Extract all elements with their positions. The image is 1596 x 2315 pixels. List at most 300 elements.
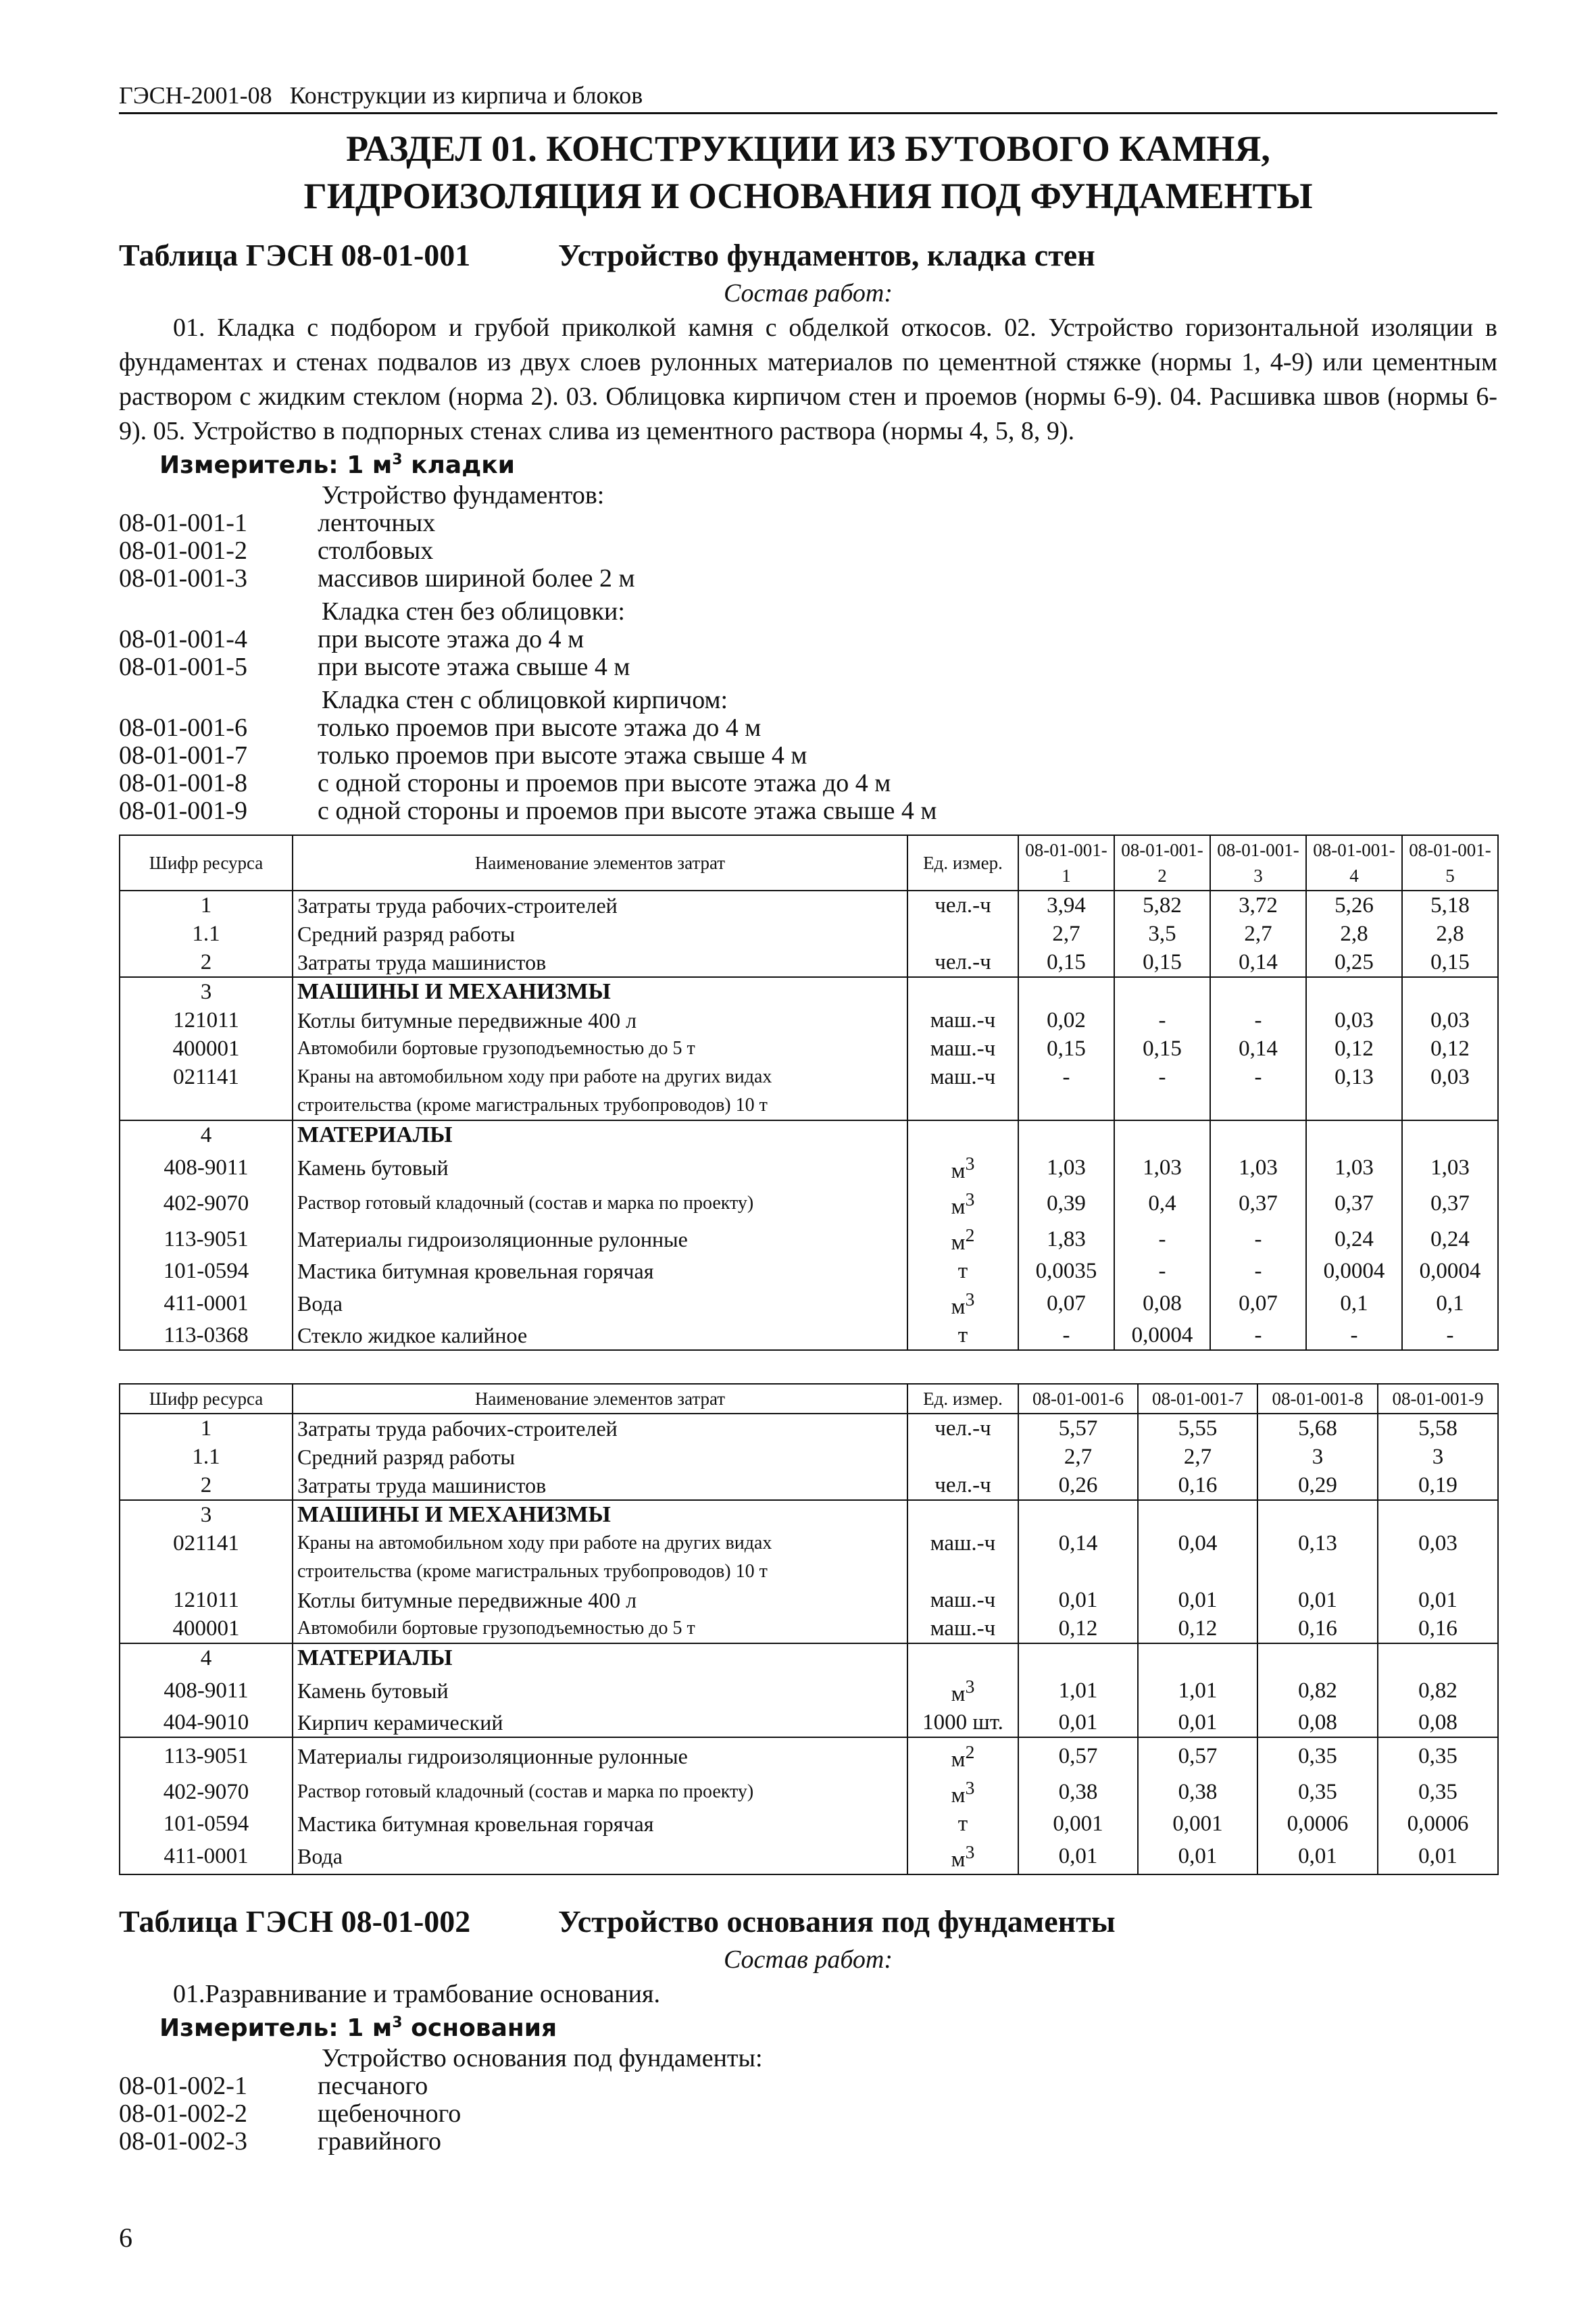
resource-code: 021141 — [120, 1529, 293, 1558]
norm-code: 08-01-002-1 — [119, 2072, 247, 2100]
resource-code: 402-9070 — [120, 1774, 293, 1810]
value-cell: 1,03 — [1114, 1149, 1210, 1185]
resource-code: 121011 — [120, 1586, 293, 1614]
value-cell: 0,03 — [1402, 1006, 1498, 1035]
value-cell: 0,14 — [1210, 948, 1306, 977]
table-row — [120, 1774, 1498, 1810]
value-cell: - — [1210, 1063, 1306, 1091]
value-cell: 2,8 — [1306, 920, 1402, 948]
norm-item — [119, 797, 1497, 825]
value-cell: 0,37 — [1306, 1185, 1402, 1221]
table-row — [120, 1529, 1498, 1558]
unit-cell — [907, 1321, 1018, 1350]
value-cell: 0,14 — [1018, 1529, 1138, 1558]
norm-code: 08-01-001-1 — [119, 509, 247, 537]
table-row — [120, 1006, 1498, 1035]
resource-name: Кирпич керамический — [293, 1708, 907, 1737]
resource-name: строительства (кроме магистральных трубопроводов) 10 т — [293, 1558, 907, 1586]
resource-name: Мастика битумная кровельная горячая — [293, 1257, 907, 1285]
unit-cell — [907, 1035, 1018, 1063]
unit: м — [951, 1159, 966, 1183]
resource-name: МАШИНЫ И МЕХАНИЗМЫ — [293, 977, 907, 1006]
resource-name: Вода — [293, 1285, 907, 1321]
value-cell — [1257, 1643, 1378, 1672]
resource-code: 1.1 — [120, 1443, 293, 1471]
value-cell: 0,0004 — [1114, 1321, 1210, 1350]
value-cell — [1018, 1643, 1138, 1672]
resource-code: 4 — [120, 1120, 293, 1149]
value-cell — [1257, 1500, 1378, 1529]
value-cell — [1114, 977, 1210, 1006]
norm-item — [119, 626, 1497, 653]
norm-group-title: Кладка стен с облицовкой кирпичом: — [322, 686, 728, 714]
section-title-line-2: ГИДРОИЗОЛЯЦИЯ И ОСНОВАНИЯ ПОД ФУНДАМЕНТЫ — [303, 176, 1313, 216]
value-cell — [1306, 977, 1402, 1006]
norm-item — [119, 509, 1497, 537]
norm-item — [119, 2100, 1497, 2128]
norm-description: гравийного — [318, 2127, 442, 2156]
value-cell: 1,03 — [1402, 1149, 1498, 1185]
value-cell — [1138, 1643, 1257, 1672]
resource-name: Вода — [293, 1838, 907, 1874]
unit-cell — [907, 1120, 1018, 1149]
norm-code: 08-01-001-2 — [119, 537, 247, 565]
table-row — [120, 1810, 1498, 1838]
value-cell: 0,03 — [1378, 1529, 1498, 1558]
unit-cell — [907, 1285, 1018, 1321]
resource-code: 408-9011 — [120, 1149, 293, 1185]
value-cell: 0,15 — [1018, 948, 1114, 977]
value-cell: 1,03 — [1018, 1149, 1114, 1185]
value-cell — [1402, 1120, 1498, 1149]
norm-description: только проемов при высоте этажа свыше 4 м — [318, 741, 807, 770]
resource-name: Затраты труда рабочих-строителей — [293, 891, 907, 920]
table2-works-text: 01.Разравнивание и трамбование основания. — [173, 1980, 660, 2008]
value-cell: 0,39 — [1018, 1185, 1114, 1221]
value-cell: 0,1 — [1402, 1285, 1498, 1321]
norm-code: 08-01-001-5 — [119, 653, 247, 681]
value-cell: 0,01 — [1018, 1586, 1138, 1614]
value-cell: - — [1114, 1006, 1210, 1035]
norm-item — [119, 537, 1497, 565]
table-row — [120, 1321, 1498, 1350]
value-cell — [1138, 1558, 1257, 1586]
value-cell: 5,26 — [1306, 891, 1402, 920]
value-cell: 0,01 — [1257, 1586, 1378, 1614]
value-cell: 0,01 — [1138, 1708, 1257, 1737]
norm-description: только проемов при высоте этажа до 4 м — [318, 714, 762, 742]
table-row — [120, 1558, 1498, 1586]
document-page — [119, 81, 1497, 2156]
resource-code — [120, 1091, 293, 1120]
resource-code: 113-9051 — [120, 1221, 293, 1257]
unit: чел.-ч — [934, 950, 991, 974]
norm-column-header: 08-01-001-1 — [1018, 835, 1114, 891]
resource-name: Мастика битумная кровельная горячая — [293, 1810, 907, 1838]
norm-description: при высоте этажа свыше 4 м — [318, 653, 630, 681]
norm-item — [119, 565, 1497, 593]
resource-table-1 — [119, 835, 1499, 1351]
resource-name: Затраты труда машинистов — [293, 1471, 907, 1500]
value-cell — [1018, 1120, 1114, 1149]
header-title: Конструкции из кирпича и блоков — [289, 82, 643, 109]
norm-code: 08-01-002-3 — [119, 2127, 247, 2156]
category-row — [120, 1643, 1498, 1672]
resource-name: Краны на автомобильном ходу при работе на других видах — [293, 1063, 907, 1091]
table2-id: Таблица ГЭСН 08-01-002 — [119, 1904, 471, 1939]
meter-value: 1 $м^3$ кладки — [347, 451, 515, 479]
value-cell: 0,15 — [1114, 1035, 1210, 1063]
unit-exponent: 3 — [965, 1189, 975, 1210]
value-cell: 0,13 — [1306, 1063, 1402, 1091]
value-cell: 1,01 — [1018, 1672, 1138, 1708]
resource-code: 4 — [120, 1643, 293, 1672]
resource-code — [120, 1558, 293, 1586]
table-row — [120, 1063, 1498, 1091]
page-number: 6 — [119, 2222, 132, 2253]
resource-name: Раствор готовый кладочный (состав и марка по проекту) — [293, 1185, 907, 1221]
value-cell: - — [1114, 1257, 1210, 1285]
value-cell — [1018, 1558, 1138, 1586]
value-cell: 2,7 — [1018, 1443, 1138, 1471]
table2-norm-list — [119, 2045, 1497, 2156]
value-cell: 0,01 — [1378, 1838, 1498, 1874]
value-cell — [1210, 1091, 1306, 1120]
unit-cell — [907, 1737, 1018, 1774]
norm-item — [119, 770, 1497, 797]
table-row — [120, 1091, 1498, 1120]
value-cell: 0,38 — [1018, 1774, 1138, 1810]
value-cell: - — [1018, 1063, 1114, 1091]
value-cell: 3,94 — [1018, 891, 1114, 920]
resource-code: 021141 — [120, 1063, 293, 1091]
resource-name: Краны на автомобильном ходу при работе на других видах — [293, 1529, 907, 1558]
table-row — [120, 1586, 1498, 1614]
norm-item — [119, 2072, 1497, 2100]
resource-code: 113-9051 — [120, 1737, 293, 1774]
value-cell: 0,0004 — [1306, 1257, 1402, 1285]
unit-exponent: 3 — [965, 1676, 975, 1697]
norm-column-header: 08-01-001-4 — [1306, 835, 1402, 891]
unit-cell — [907, 1443, 1018, 1471]
value-cell: 0,19 — [1378, 1471, 1498, 1500]
table1-name: Устройство фундаментов, кладка стен — [558, 238, 1095, 272]
resource-code: 113-0368 — [120, 1321, 293, 1350]
unit-cell — [907, 1643, 1018, 1672]
resource-table-2 — [119, 1383, 1499, 1875]
unit-cell — [907, 1708, 1018, 1737]
norm-column-header: 08-01-001-3 — [1210, 835, 1306, 891]
resource-code: 3 — [120, 977, 293, 1006]
unit: маш.-ч — [930, 1531, 996, 1555]
table-row — [120, 1708, 1498, 1737]
column-header: Шифр ресурса — [120, 835, 293, 891]
value-cell: 0,08 — [1378, 1708, 1498, 1737]
resource-code: 408-9011 — [120, 1672, 293, 1708]
table2-composition-label: Состав работ: — [723, 1945, 893, 1974]
table2-heading — [119, 1903, 1497, 1939]
unit: маш.-ч — [930, 1037, 996, 1061]
norm-column-header: 08-01-001-2 — [1114, 835, 1210, 891]
resource-code: 400001 — [120, 1035, 293, 1063]
resource-name: Камень бутовый — [293, 1672, 907, 1708]
value-cell: 3 — [1257, 1443, 1378, 1471]
value-cell — [1210, 1120, 1306, 1149]
value-cell: 0,12 — [1018, 1614, 1138, 1643]
value-cell: 0,001 — [1018, 1810, 1138, 1838]
value-cell: - — [1210, 1321, 1306, 1350]
value-cell: 3 — [1378, 1443, 1498, 1471]
value-cell — [1018, 1091, 1114, 1120]
value-cell: 0,16 — [1378, 1614, 1498, 1643]
value-cell: 0,0006 — [1257, 1810, 1378, 1838]
value-cell: 5,82 — [1114, 891, 1210, 920]
table-row — [120, 1443, 1498, 1471]
resource-name: Камень бутовый — [293, 1149, 907, 1185]
value-cell: 0,35 — [1257, 1737, 1378, 1774]
value-cell — [1018, 977, 1114, 1006]
value-cell — [1402, 1091, 1498, 1120]
resource-name: Раствор готовый кладочный (состав и марка по проекту) — [293, 1774, 907, 1810]
value-cell: 0,04 — [1138, 1529, 1257, 1558]
unit-cell — [907, 1774, 1018, 1810]
unit: чел.-ч — [934, 1473, 991, 1497]
resource-name: Автомобили бортовые грузоподъемностью до 5 т — [293, 1614, 907, 1643]
norm-description: с одной стороны и проемов при высоте этажа свыше 4 м — [318, 797, 937, 825]
meter-label: Измеритель: — [159, 2014, 339, 2042]
value-cell: 0,07 — [1210, 1285, 1306, 1321]
unit-cell — [907, 1558, 1018, 1586]
norm-code: 08-01-001-6 — [119, 714, 247, 742]
value-cell: 0,03 — [1402, 1063, 1498, 1091]
norm-code: 08-01-002-2 — [119, 2099, 247, 2128]
unit: чел.-ч — [934, 893, 991, 918]
section-title — [119, 125, 1497, 220]
value-cell: 0,01 — [1138, 1838, 1257, 1874]
norm-description: массивов шириной более 2 м — [318, 564, 635, 593]
table-row — [120, 1838, 1498, 1874]
value-cell: 5,68 — [1257, 1414, 1378, 1443]
value-cell: 1,01 — [1138, 1672, 1257, 1708]
category-row — [120, 1120, 1498, 1149]
resource-name: Средний разряд работы — [293, 920, 907, 948]
value-cell — [1306, 1091, 1402, 1120]
unit-cell — [907, 1471, 1018, 1500]
value-cell — [1257, 1558, 1378, 1586]
value-cell: 0,01 — [1378, 1586, 1498, 1614]
unit-cell — [907, 1006, 1018, 1035]
unit-cell — [907, 1672, 1018, 1708]
value-cell: 0,12 — [1402, 1035, 1498, 1063]
value-cell: 0,13 — [1257, 1529, 1378, 1558]
value-cell: 0,001 — [1138, 1810, 1257, 1838]
norm-group-title: Устройство основания под фундаменты: — [322, 2044, 763, 2072]
value-cell: 0,03 — [1306, 1006, 1402, 1035]
value-cell — [1210, 977, 1306, 1006]
value-cell: 2,7 — [1018, 920, 1114, 948]
table-header-row — [120, 835, 1498, 891]
resource-code: 411-0001 — [120, 1285, 293, 1321]
unit-exponent: 2 — [965, 1224, 975, 1245]
norm-item — [119, 742, 1497, 770]
unit: т — [957, 1259, 968, 1283]
unit-exponent: 3 — [965, 1153, 975, 1174]
resource-code: 2 — [120, 1471, 293, 1500]
norm-group-title: Устройство фундаментов: — [322, 481, 605, 509]
value-cell: - — [1018, 1321, 1114, 1350]
unit-cell — [907, 1529, 1018, 1558]
value-cell: 0,01 — [1018, 1708, 1138, 1737]
value-cell: 0,14 — [1210, 1035, 1306, 1063]
table-row — [120, 1285, 1498, 1321]
resource-code: 1 — [120, 1414, 293, 1443]
unit: т — [957, 1323, 968, 1347]
column-header: Наименование элементов затрат — [293, 1384, 907, 1414]
table-row — [120, 948, 1498, 977]
table-row — [120, 1185, 1498, 1221]
table1-works-text: 01. Кладка с подбором и грубой приколкой камня с обделкой откосов. 02. Устройство горизонтальной изоляции в фундаментах и стенах подвалов из двух слоев рулонных материалов по цементной стяжке (нормы 1, 4-9) или цементным раствором с жидким стеклом (норма 2). 03. Облицовка кирпичом стен и проемов (нормы 6-9). 04. Расшивка швов (нормы 6-9). 05. Устройство в подпорных стенах слива из цементного раствора (нормы 4, 5, 8, 9). — [119, 314, 1497, 445]
value-cell: 0,15 — [1114, 948, 1210, 977]
value-cell: 0,16 — [1257, 1614, 1378, 1643]
value-cell: 0,25 — [1306, 948, 1402, 977]
value-cell: 0,0035 — [1018, 1257, 1114, 1285]
unit: маш.-ч — [930, 1065, 996, 1089]
value-cell: 5,58 — [1378, 1414, 1498, 1443]
norm-code: 08-01-001-3 — [119, 564, 247, 593]
norm-description: при высоте этажа до 4 м — [318, 625, 584, 653]
value-cell — [1378, 1558, 1498, 1586]
value-cell: 0,26 — [1018, 1471, 1138, 1500]
table-row — [120, 1035, 1498, 1063]
norm-item — [119, 714, 1497, 742]
unit-exponent: 2 — [965, 1741, 975, 1762]
value-cell — [1138, 1500, 1257, 1529]
resource-name: Котлы битумные передвижные 400 л — [293, 1006, 907, 1035]
unit-exponent: 3 — [965, 1841, 975, 1862]
value-cell: 2,7 — [1138, 1443, 1257, 1471]
resource-name: Материалы гидроизоляционные рулонные — [293, 1221, 907, 1257]
norm-description: ленточных — [318, 509, 436, 537]
value-cell: 0,01 — [1138, 1586, 1257, 1614]
unit: маш.-ч — [930, 1616, 996, 1641]
unit-cell — [907, 1414, 1018, 1443]
unit: м — [951, 1747, 966, 1772]
value-cell: 1,83 — [1018, 1221, 1114, 1257]
resource-name: МАШИНЫ И МЕХАНИЗМЫ — [293, 1500, 907, 1529]
value-cell: 0,07 — [1018, 1285, 1114, 1321]
resource-name: Материалы гидроизоляционные рулонные — [293, 1737, 907, 1774]
value-cell — [1114, 1120, 1210, 1149]
value-cell: 0,82 — [1257, 1672, 1378, 1708]
resource-code: 101-0594 — [120, 1810, 293, 1838]
value-cell: 1,03 — [1306, 1149, 1402, 1185]
unit-cell — [907, 1586, 1018, 1614]
value-cell: 0,15 — [1018, 1035, 1114, 1063]
norm-item — [119, 2128, 1497, 2156]
table-row — [120, 1221, 1498, 1257]
unit-cell — [907, 1221, 1018, 1257]
value-cell: 0,38 — [1138, 1774, 1257, 1810]
value-cell: 0,35 — [1257, 1774, 1378, 1810]
norm-item — [119, 653, 1497, 681]
unit-cell — [907, 977, 1018, 1006]
table-row — [120, 891, 1498, 920]
value-cell: 0,1 — [1306, 1285, 1402, 1321]
value-cell: - — [1210, 1006, 1306, 1035]
resource-code: 402-9070 — [120, 1185, 293, 1221]
norm-code: 08-01-001-7 — [119, 741, 247, 770]
section-title-line-1: РАЗДЕЛ 01. КОНСТРУКЦИИ ИЗ БУТОВОГО КАМНЯ, — [346, 128, 1270, 169]
value-cell: 0,01 — [1257, 1838, 1378, 1874]
table-header-row — [120, 1384, 1498, 1414]
column-header: Наименование элементов затрат — [293, 835, 907, 891]
unit: м — [951, 1783, 966, 1808]
meter-label: Измеритель: — [159, 451, 339, 479]
value-cell: 0,29 — [1257, 1471, 1378, 1500]
value-cell: 0,24 — [1306, 1221, 1402, 1257]
unit: чел.-ч — [934, 1416, 991, 1441]
table-row — [120, 1149, 1498, 1185]
value-cell: - — [1306, 1321, 1402, 1350]
value-cell: 0,37 — [1210, 1185, 1306, 1221]
table-row — [120, 1257, 1498, 1285]
resource-code: 121011 — [120, 1006, 293, 1035]
value-cell: - — [1114, 1221, 1210, 1257]
norm-column-header: 08-01-001-6 — [1018, 1384, 1138, 1414]
unit-cell — [907, 948, 1018, 977]
resource-name: МАТЕРИАЛЫ — [293, 1643, 907, 1672]
resource-code: 411-0001 — [120, 1838, 293, 1874]
unit-cell — [907, 891, 1018, 920]
table-row — [120, 1614, 1498, 1643]
resource-name: Средний разряд работы — [293, 1443, 907, 1471]
unit-cell — [907, 1614, 1018, 1643]
value-cell: 2,7 — [1210, 920, 1306, 948]
unit-exponent: 3 — [965, 1289, 975, 1310]
norm-column-header: 08-01-001-8 — [1257, 1384, 1378, 1414]
value-cell: 0,57 — [1138, 1737, 1257, 1774]
value-cell: 0,08 — [1257, 1708, 1378, 1737]
value-cell — [1402, 977, 1498, 1006]
value-cell — [1378, 1643, 1498, 1672]
value-cell: 0,15 — [1402, 948, 1498, 977]
table2-name: Устройство основания под фундаменты — [558, 1904, 1116, 1939]
table-row — [120, 1471, 1498, 1500]
resource-name: Автомобили бортовые грузоподъемностью до 5 т — [293, 1035, 907, 1063]
table1-id: Таблица ГЭСН 08-01-001 — [119, 238, 471, 272]
norm-description: с одной стороны и проемов при высоте этажа до 4 м — [318, 769, 891, 797]
value-cell: 2,8 — [1402, 920, 1498, 948]
value-cell: 0,24 — [1402, 1221, 1498, 1257]
value-cell: - — [1210, 1221, 1306, 1257]
value-cell: 0,12 — [1138, 1614, 1257, 1643]
resource-code: 400001 — [120, 1614, 293, 1643]
value-cell: 1,03 — [1210, 1149, 1306, 1185]
value-cell: 0,08 — [1114, 1285, 1210, 1321]
norm-column-header: 08-01-001-9 — [1378, 1384, 1498, 1414]
table2-meter — [159, 2014, 1497, 2042]
value-cell: 0,01 — [1018, 1838, 1138, 1874]
unit-cell — [907, 920, 1018, 948]
unit: м — [951, 1682, 966, 1706]
unit: м — [951, 1295, 966, 1319]
column-header: Ед. измер. — [907, 1384, 1018, 1414]
value-cell: 0,37 — [1402, 1185, 1498, 1221]
category-row — [120, 977, 1498, 1006]
value-cell: 0,12 — [1306, 1035, 1402, 1063]
norm-group-title: Кладка стен без облицовки: — [322, 597, 625, 626]
norm-column-header: 08-01-001-5 — [1402, 835, 1498, 891]
